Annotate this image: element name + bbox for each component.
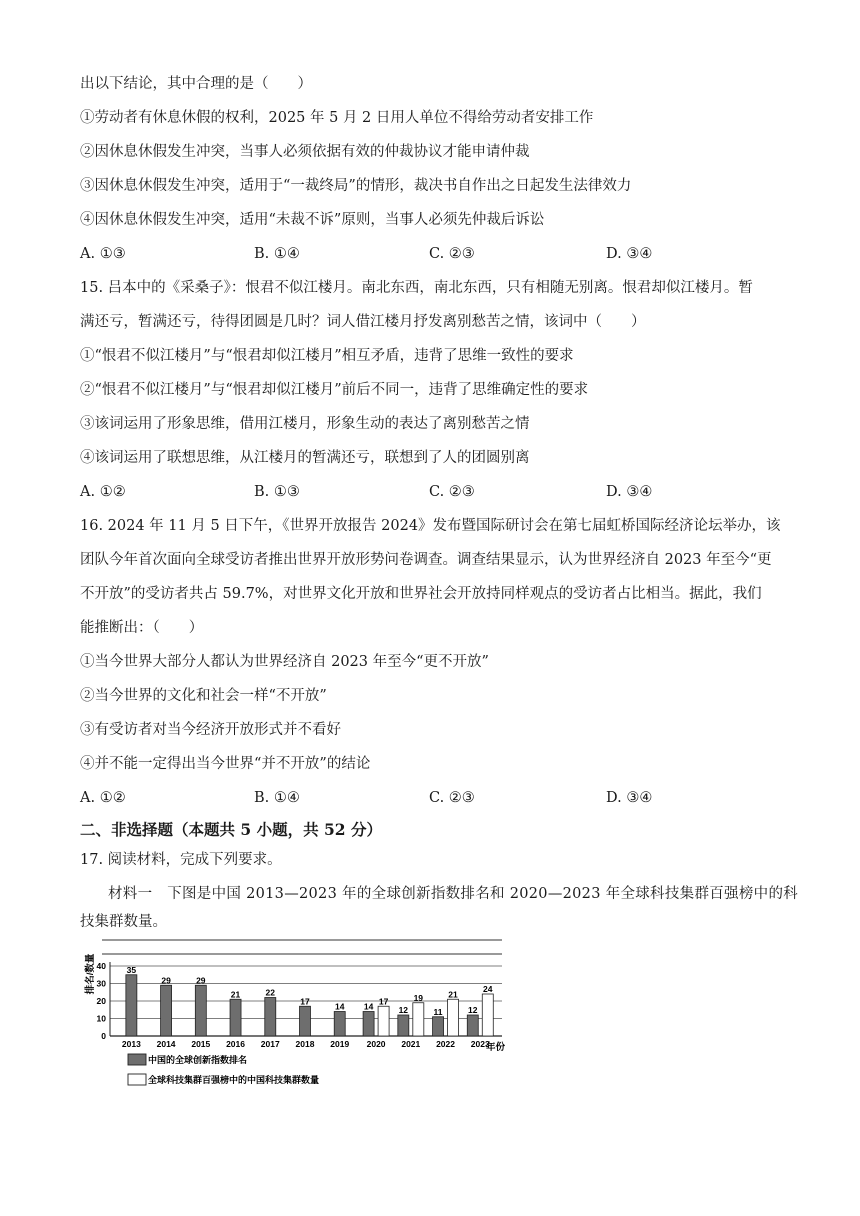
chart-data-label: 14 [334, 1001, 345, 1012]
chart-bar-cluster-count [448, 999, 459, 1036]
chart-data-label: 12 [398, 1005, 409, 1015]
q15-option-a: A. ①② [80, 484, 126, 500]
chart-data-label: 17 [378, 996, 389, 1007]
q14-option-d: D. ③④ [606, 246, 653, 262]
q14-option-b: B. ①④ [254, 246, 300, 262]
q17-material-line-1: 材料一 下图是中国 2013—2023 年的全球创新指数排名和 2020—2023 年全球科技集群百强榜中的科 [108, 886, 799, 902]
chart-x-tick-label: 2020 [366, 1039, 386, 1049]
q15-option-d: D. ③④ [606, 484, 653, 500]
chart-y-tick-label: 30 [96, 978, 106, 989]
chart-data-label: 35 [126, 964, 137, 975]
q16-stem-line-3: 不开放”的受访者共占 59.7%，对世界文化开放和世界社会开放持同样观点的受访者占比相当。据此，我们 [80, 586, 762, 602]
chart-y-tick-label: 0 [101, 1031, 106, 1041]
q16-item-4: ④并不能一定得出当今世界“并不开放”的结论 [80, 756, 371, 772]
chart-data-label: 21 [448, 989, 458, 1000]
chart-data-label: 21 [230, 989, 241, 1000]
q16-option-c: C. ②③ [429, 790, 475, 806]
q17-title: 17. 阅读材料，完成下列要求。 [80, 852, 282, 868]
chart-bar-ranking [334, 1012, 345, 1037]
chart-bar-ranking [398, 1015, 409, 1036]
chart-x-tick-label: 2015 [191, 1039, 211, 1049]
chart-x-tick-label: 2014 [156, 1039, 176, 1049]
chart-bar-ranking [230, 999, 241, 1036]
chart-x-tick-label: 2021 [401, 1039, 421, 1049]
q16-item-2: ②当今世界的文化和社会一样“不开放” [80, 688, 327, 704]
q15-stem-line-1: 15. 吕本中的《采桑子》：恨君不似江楼月。南北东西，南北东西，只有相随无别离。恨君却似江楼月。暂 [80, 280, 753, 296]
chart-data-label: 29 [196, 975, 206, 986]
chart-legend-swatch [128, 1054, 146, 1065]
q16-option-a: A. ①② [80, 790, 126, 806]
chart-x-tick-label: 2013 [121, 1039, 141, 1049]
chart-legend-label: 中国的全球创新指数排名 [148, 1055, 248, 1065]
chart-bar-cluster-count [482, 994, 493, 1036]
chart-x-tick-label: 2023 [470, 1039, 490, 1049]
chart-data-label: 11 [433, 1006, 443, 1017]
q16-stem-line-4: 能推断出：（ ） [80, 620, 204, 636]
chart-bar-cluster-count [413, 1003, 424, 1036]
chart-data-label: 22 [265, 987, 276, 998]
chart-x-tick-label: 2017 [260, 1039, 280, 1049]
q14-item-1: ①劳动者有休息休假的权利，2025 年 5 月 2 日用人单位不得给劳动者安排工作 [80, 110, 594, 126]
q16-stem-line-1: 16. 2024 年 11 月 5 日下午，《世界开放报告 2024》发布暨国际研讨会在第七届虹桥国际经济论坛举办，该 [80, 518, 781, 534]
chart-y-tick-label: 10 [96, 1013, 106, 1024]
chart-data-label: 17 [300, 996, 310, 1007]
q16-option-b: B. ①④ [254, 790, 300, 806]
q14-stem-tail: 出以下结论，其中合理的是（ ） [80, 76, 312, 92]
q15-item-2: ②“恨君不似江楼月”与“恨君却似江楼月”前后不同一，违背了思维确定性的要求 [80, 382, 589, 398]
chart-x-label: 年份 [486, 1042, 506, 1053]
chart-x-ticks [122, 1039, 490, 1049]
section-heading: 二、非选择题（本题共 5 小题，共 52 分） [80, 820, 382, 839]
q14-option-c: C. ②③ [429, 246, 475, 262]
chart-y-label: 排名/数量 [85, 953, 96, 995]
chart-bar-ranking [265, 998, 276, 1037]
chart-data-label: 24 [483, 984, 493, 994]
q15-item-1: ①“恨君不似江楼月”与“恨君却似江楼月”相互矛盾，违背了思维一致性的要求 [80, 348, 574, 364]
q15-option-c: C. ②③ [429, 484, 475, 500]
chart-x-tick-label: 2019 [330, 1039, 350, 1049]
chart-bar-ranking [126, 975, 137, 1036]
chart-bar-ranking [161, 985, 172, 1036]
chart-bar-ranking [300, 1006, 311, 1036]
q14-item-4: ④因休息休假发生冲突，适用“未裁不诉”原则，当事人必须先仲裁后诉讼 [80, 212, 545, 228]
q16-item-3: ③有受访者对当今经济开放形式并不看好 [80, 722, 341, 738]
chart-bars [126, 965, 493, 1036]
q15-stem-line-2: 满还亏，暂满还亏，待得团圆是几时？词人借江楼月抒发离别愁苦之情，该词中（ ） [80, 314, 646, 330]
chart-bar-ranking [195, 985, 206, 1036]
chart-bar-cluster-count [378, 1006, 389, 1036]
chart-y-ticks [97, 961, 107, 1041]
q15-option-b: B. ①③ [254, 484, 300, 500]
chart-legend-swatch [128, 1074, 146, 1085]
chart-bar-ranking [467, 1015, 478, 1036]
q14-option-a: A. ①③ [80, 246, 126, 262]
chart-data-label: 19 [413, 992, 424, 1003]
chart-x-tick-label: 2022 [436, 1039, 456, 1049]
q16-option-d: D. ③④ [606, 790, 653, 806]
q15-item-4: ④该词运用了联想思维，从江楼月的暂满还亏，联想到了人的团圆别离 [80, 450, 530, 466]
chart-bar-ranking [363, 1012, 374, 1037]
chart-legend [128, 1054, 319, 1085]
q16-stem-line-2: 团队今年首次面向全球受访者推出世界开放形势问卷调查。调查结果显示，认为世界经济自 2023 年至今“更 [80, 552, 772, 568]
chart-bar-ranking [433, 1017, 444, 1036]
chart [80, 938, 520, 1098]
chart-data-label: 29 [161, 975, 171, 986]
q14-item-3: ③因休息休假发生冲突，适用于“一裁终局”的情形，裁决书自作出之日起发生法律效力 [80, 178, 632, 194]
chart-legend-label: 全球科技集群百强榜中的中国科技集群数量 [148, 1075, 320, 1085]
q15-item-3: ③该词运用了形象思维，借用江楼月，形象生动的表达了离别愁苦之情 [80, 416, 530, 432]
q17-material-line-2: 技集群数量。 [80, 914, 167, 930]
chart-y-tick-label: 20 [96, 996, 106, 1006]
chart-y-tick-label: 40 [96, 961, 106, 971]
q16-item-1: ①当今世界大部分人都认为世界经济自 2023 年至今“更不开放” [80, 654, 489, 670]
chart-x-tick-label: 2016 [226, 1039, 246, 1049]
chart-data-label: 12 [468, 1005, 478, 1015]
q14-item-2: ②因休息休假发生冲突，当事人必须依据有效的仲裁协议才能申请仲裁 [80, 144, 530, 160]
chart-x-tick-label: 2018 [295, 1039, 315, 1049]
chart-data-label: 14 [363, 1001, 374, 1012]
